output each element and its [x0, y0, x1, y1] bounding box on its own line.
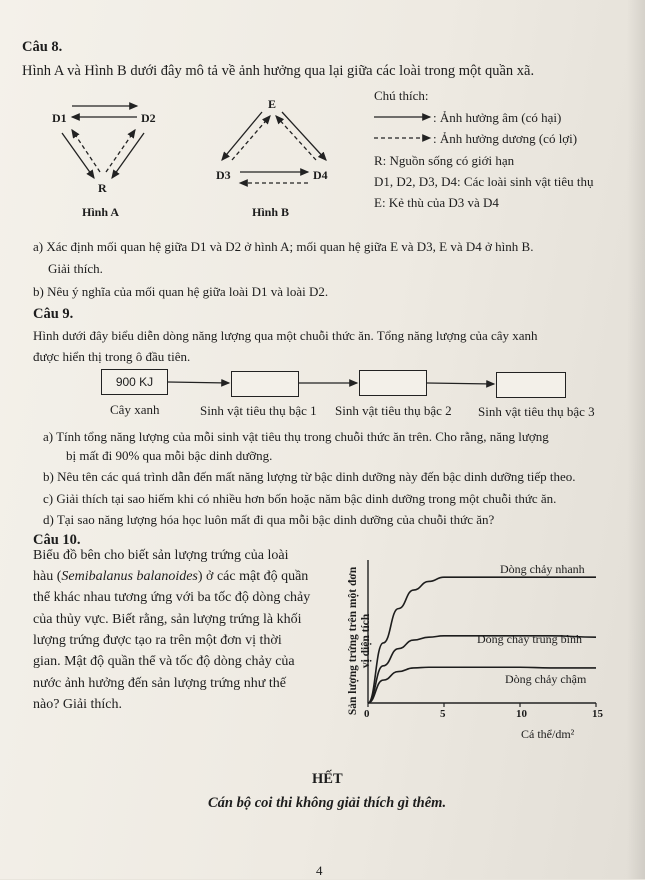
chain-label-2: Sinh vật tiêu thụ bậc 1: [200, 403, 317, 418]
q9-intro1: Hình dưới đây biểu diễn dòng năng lượng qua một chuỗi thức ăn. Tổng năng lượng của cây xanh: [33, 328, 538, 343]
fig-b-e: E: [268, 97, 277, 111]
q10-line6: gian. Mật độ quần thể và tốc độ dòng chảy của: [33, 654, 295, 669]
chart-x-tick-label: 10: [516, 708, 527, 720]
series-label-medium: Dòng chảy trung bình: [477, 632, 582, 646]
q9-title: Câu 9.: [33, 306, 74, 322]
fig-a-r: R: [98, 181, 107, 195]
fig-b-caption: Hình B: [252, 205, 290, 219]
chain-label-4: Sinh vật tiêu thụ bậc 3: [478, 404, 595, 419]
page-edge-shadow: [627, 0, 645, 879]
q8-intro: Hình A và Hình B dưới đây mô tả về ảnh hưởng qua lại giữa các loài trong một quần xã.: [22, 63, 535, 79]
fig-b-d4: D4: [313, 168, 328, 182]
q8-b: b) Nêu ý nghĩa của mối quan hệ giữa loài D1 và loài D2.: [33, 284, 329, 299]
q10-line4: của thủy vực. Biết rằng, sản lượng trứng là khối: [33, 612, 302, 627]
q10-line5: lượng trứng được tạo ra trên một đơn vị thời: [33, 633, 282, 648]
page-number: 4: [316, 863, 323, 878]
chart-x-tick-label: 15: [592, 708, 603, 720]
chart-ylabel-wrap: [336, 562, 384, 716]
series-label-slow: Dòng chảy chậm: [505, 672, 587, 686]
q9-b: b) Nêu tên các quá trình dẫn đến mất năng lượng từ bậc dinh dưỡng này đến bậc dinh dưỡng tiếp theo.: [43, 469, 576, 484]
q8-a-line2: Giải thích.: [48, 261, 103, 276]
legend-e: E: Kẻ thù của D3 và D4: [374, 195, 499, 210]
q10-line3: thể khác nhau tương ứng với ba tốc độ dòng chảy: [33, 590, 311, 605]
q10-line7: nước ảnh hưởng đến sản lượng trứng như thế: [33, 676, 286, 691]
legend-negative: : Ảnh hưởng âm (có hại): [433, 110, 562, 125]
q9-a-line2: bị mất đi 90% qua mỗi bậc dinh dưỡng.: [66, 448, 273, 463]
footer-note: Cán bộ coi thi không giải thích gì thêm.: [208, 795, 447, 811]
chart-x-tick-label: 5: [440, 708, 446, 720]
legend-r: R: Nguồn sống có giới hạn: [374, 153, 515, 168]
chart-ylabel: Sản lượng trứng trên một đơn vị diện tích: [347, 566, 372, 716]
chart-x-tick-label: 0: [364, 708, 370, 720]
q8-title: Câu 8.: [22, 39, 63, 55]
q9-c: c) Giải thích tại sao hiếm khi có nhiều hơn bốn hoặc năm bậc dinh dưỡng trong một chuỗi thức ăn.: [43, 491, 557, 506]
q10-title: Câu 10.: [33, 532, 81, 548]
q9-a-line1: a) Tính tổng năng lượng của mỗi sinh vật tiêu thụ trong chuỗi thức ăn trên. Cho rằng, năng lượng: [43, 429, 549, 444]
series-label-fast: Dòng chảy nhanh: [500, 562, 585, 576]
chart-xlabel: Cá thể/dm²: [521, 727, 575, 741]
fig-a-caption: Hình A: [82, 205, 120, 219]
legend-title: Chú thích:: [374, 88, 429, 103]
legend-d: D1, D2, D3, D4: Các loài sinh vật tiêu thụ: [374, 174, 594, 189]
fig-a-d2: D2: [141, 111, 156, 125]
q9-d: d) Tại sao năng lượng hóa học luôn mất đi qua mỗi bậc dinh dưỡng của chuỗi thức ăn?: [43, 512, 495, 527]
fig-a-d1: D1: [52, 111, 67, 125]
q10-line2a: hàu (: [33, 569, 62, 584]
end-mark: HẾT: [312, 771, 343, 787]
legend-positive: : Ảnh hưởng dương (có lợi): [433, 131, 578, 146]
fig-b-d3: D3: [216, 168, 231, 182]
q8-a-line1: a) Xác định mối quan hệ giữa D1 và D2 ở hình A; mối quan hệ giữa E và D3, E và D4 ở hình B.: [33, 239, 534, 254]
q10-line1: Biểu đồ bên cho biết sản lượng trứng của loài: [33, 548, 289, 563]
q10-line8: nào? Giải thích.: [33, 697, 123, 712]
chain-label-3: Sinh vật tiêu thụ bậc 2: [335, 403, 452, 418]
species-name: Semibalanus balanoides: [61, 569, 198, 584]
chain-box-1: 900 KJ: [101, 369, 168, 395]
chain-label-1: Cây xanh: [110, 402, 160, 417]
q9-intro2: được hiển thị trong ô đầu tiên.: [33, 349, 191, 364]
q10-line2c: ) ở các mật độ quần: [197, 569, 309, 584]
